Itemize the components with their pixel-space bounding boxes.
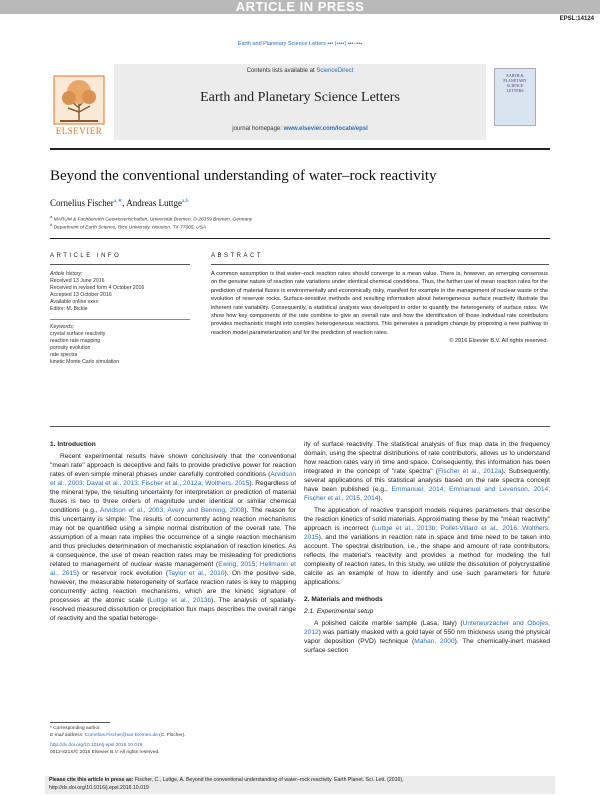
homepage-prefix: journal homepage: — [232, 126, 282, 132]
corresponding-author-note: * Corresponding author. — [50, 726, 101, 731]
citation-link[interactable]: Fischer et al., 2012a — [437, 468, 502, 475]
abstract-text: A common assumption is that water–rock reaction rates should converge to a mean value. There is, however, an emerging consensus on the genuine nature of reaction rate variations under identical chemical conditions. Thus, the further use of mean reaction rates for the prediction of material fluxes is environmentally and economically risky, manifest for example in the management of nuclear waste or the evolution of reservoir rocks. Surface-sensitive methods and resulting information about heterogeneous surface reactivity illustrate the inherent rate variability. Consequently, a statistical analysis was developed in order to quantify the heterogeneity of surface rates. We show how key components of the rate combine to give an overall rate and how the identification of those individual rate contributors provides mechanistic insight into complex heterogeneous reactions. This generates a paradigm change by proposing a new pathway to reaction model parameterization and for the prediction of reaction rates. — [211, 271, 548, 336]
article-title: Beyond the conventional understanding of water–rock reactivity — [50, 168, 437, 184]
section-heading-methods: 2. Materials and methods — [304, 596, 383, 603]
keyword: rate spectra — [50, 351, 78, 358]
abstract-rule — [211, 264, 549, 265]
history-item: Available online xxxx — [50, 299, 99, 305]
intro-paragraph-cont: ity of surface reactivity. The statistical analysis of flux map data in the frequency domain, using the spectral distributions of rate contributors, allows us to understand how reaction rates vary in time and space. Consequently, this information has been integrated in the concept of "rate spectra" (Fischer et al., 2012a). Subsequently, several applications of this statistical analysis based on the rate spectra concept have been published (e.g., Emmanuel, 2014; Emmanuel and Levenson, 2014; Fischer et al., 2015, 2014). — [304, 441, 550, 502]
journal-cover-thumbnail — [494, 68, 536, 126]
keyword: kinetic Monte Carlo simulation — [50, 358, 120, 365]
elsevier-tree-icon — [50, 72, 108, 132]
issn-line: 0012-821X/© 2016 Elsevier B.V. All rights reserved. — [50, 749, 160, 755]
citation-link[interactable]: Luttge et al., 2013b; Pollet-Villard et al., 2016; Wolthers, 2015 — [304, 525, 551, 541]
cover-text: EARTH & PLANETARY SCIENCE LETTERS — [503, 73, 527, 93]
cite-doi-link[interactable]: http://dx.doi.org/10.1016/j.epsl.2016.10.019 — [49, 784, 149, 791]
keywords-label: Keywords: — [50, 323, 75, 330]
keyword: porosity evolution — [50, 344, 91, 351]
footnote-rule — [50, 722, 110, 723]
keyword: crystal surface reactivity — [50, 330, 106, 337]
methods-paragraph: A polished calcite marble sample (Lasa, Italy) (Unterwurzacher and Obojes, 2012) was partially masked with a gold layer of 550 nm thickness using the physical vapor deposition (PVD) technique (Mahan, 2000). The chemically-inert masked surface section — [304, 620, 551, 654]
keyword: reaction rate mapping — [50, 337, 101, 344]
affiliation-b: $^b$ Department of Earth Science, Rice University, Houston, TX 77005, USA — [50, 222, 206, 231]
citation-link[interactable]: Luttge et al., 2013b — [149, 597, 212, 604]
article-in-press-banner — [0, 0, 600, 14]
citation-link[interactable]: Taylor et al., 2010 — [168, 570, 225, 577]
journal-name: Earth and Planetary Science Letters — [200, 90, 400, 105]
subsection-heading: 2.1. Experimental setup — [304, 608, 374, 615]
author-name[interactable]: Andreas Luttge — [126, 198, 182, 208]
email-line: E-mail address: Cornelius.Fischer@uni-bremen.de (C. Fischer). — [50, 732, 186, 738]
affiliation-rule — [50, 238, 550, 239]
cite-label: Please cite this article in press as: — [49, 777, 134, 783]
keywords-rule — [50, 319, 190, 320]
section-heading-introduction: 1. Introduction — [50, 441, 96, 448]
footnote — [50, 726, 250, 756]
masthead-box — [114, 64, 486, 140]
citation-link[interactable]: Arvidson et al., 2003; Daval et al., 2013; Fischer et al., 2012a; Wolthers, 2015 — [50, 471, 296, 487]
info-rule — [50, 264, 190, 265]
citation-link[interactable]: Mahan, 2000 — [414, 638, 455, 645]
homepage-link[interactable]: www.elsevier.com/locate/epsl — [283, 126, 368, 132]
author-name[interactable]: Cornelius Fischer — [50, 198, 114, 208]
doi-link[interactable]: http://dx.doi.org/10.1016/j.epsl.2016.10.019 — [50, 743, 143, 748]
article-code: EPSL:14124 — [559, 16, 594, 22]
citation-link[interactable]: Ewing, 2015; Hellmann et al., 2015 — [50, 561, 296, 577]
abstract-heading: ABSTRACT — [211, 253, 264, 259]
abstract-bottom-rule — [50, 426, 550, 427]
publisher-logo-text: ELSEVIER — [55, 126, 103, 136]
cite-this-article-bar — [45, 776, 555, 794]
masthead-rule — [50, 148, 550, 150]
article-info — [50, 271, 190, 366]
history-item: Received 13 June 2016 — [50, 278, 105, 284]
citation-link[interactable]: Unterwurzacher and Obojes, 2012 — [304, 620, 550, 636]
author-affil-marker[interactable]: a,b — [181, 198, 189, 204]
abstract-copyright: © 2016 Elsevier B.V. All rights reserved. — [449, 338, 548, 345]
article-info-heading: ARTICLE INFO — [50, 253, 122, 259]
abstract-body — [211, 270, 548, 346]
intro-paragraph: The application of reactive transport models requires parameters that describe the reaction kinetics of solid materials. Approximating these by the "mean reactivity" approach is incorrect (Luttge et al., 2013b; Pollet-Villard et al., 2016; Wolthers, 2015), and the variations in reaction rate in space and time need to be taken into account. The spectral distribution, i.e., the shape and amount of rate contributors, reflects the material's reactivity and provides a method for modeling the full complexity of reaction rates. In this study, we utilize the dissolution of polycrystalline calcite as an example of how to identify and use such parameters for future applications. — [304, 507, 551, 586]
author-affil-marker[interactable]: a,∗ — [113, 198, 123, 204]
affiliation-a: $^a$ MARUM & Fachbereich Geowissenschaften, Universität Bremen, D-28359 Bremen, Germany — [50, 214, 253, 223]
left-column — [50, 440, 296, 626]
email-link[interactable]: Cornelius.Fischer@uni-bremen.de — [84, 732, 158, 738]
cite-text: Fischer, C., Luttge, A. Beyond the conventional understanding of water–rock reactivity. Earth Planet. Sci. Lett. (2016), — [134, 777, 404, 783]
journal-citation-line[interactable]: Earth and Planetary Science Letters ••• (••••) •••–••• — [237, 41, 363, 47]
history-item: Editor: M. Bickle — [50, 306, 88, 312]
intro-paragraph: Recent experimental results have shown conclusively that the conventional "mean rate" approach is deceptive and fails to provide predictive power for reaction rates of even simple mineral phases under carefully controlled conditions (Arvidson et al., 2003; Daval et al., 2013; Fischer et al., 2012a; Wolthers, 2015). Regardless of the mineral type, the resulting uncertainty for interpretation or prediction of material fluxes is two to three orders of magnitude under identical or similar chemical conditions (e.g., Arvidson et al., 2003; Avery and Benning, 2008). The reason for this uncertainty is simple: The results of concurrently acting reaction mechanisms may not be quantified using a simple normal distribution of the overall rate. The assumption of a mean rate implies the occurrence of a single reaction mechanism and thus precludes determination of mechanistic explanation of reaction kinetics. As a consequence, the use of mean reaction rates may be misleading for predictions related to management of nuclear waste management (Ewing, 2015; Hellmann et al., 2015) or reservoir rock evolution (Taylor et al., 2010). On the positive side, however, the measurable heterogeneity of surface reaction rates is key to mapping concurrently acting reaction mechanisms, which are the kinetic signature of processes at the atomic scale (Luttge et al., 2013b). The analysis of spatially-resolved measured dissolution or precipitation flux maps describes the overall range of reactivity and the spatial heteroge- — [50, 453, 296, 622]
history-item: Accepted 13 October 2016 — [50, 292, 112, 298]
sciencedirect-link[interactable]: ScienceDirect — [316, 68, 354, 74]
homepage-line — [114, 126, 486, 132]
contents-line — [114, 68, 486, 74]
contents-prefix: Contents lists available at — [246, 68, 315, 74]
citation-link[interactable]: Arvidson et al., 2003; Avery and Benning, 2008 — [100, 507, 245, 514]
author-list: Cornelius Fischer$^{a,∗}$, Andreas Luttge$^{a,b}$ — [50, 198, 189, 208]
citation-link[interactable]: Emmanuel, 2014; Emmanuel and Levenson, 2014; Fischer et al., 2015, 2014 — [304, 486, 550, 502]
journal-masthead — [50, 64, 560, 140]
history-item: Received in revised form 4 October 2016 — [50, 285, 145, 291]
history-label: Article history: — [50, 271, 83, 277]
right-column — [304, 440, 550, 658]
banner-title: ARTICLE IN PRESS — [235, 0, 365, 14]
